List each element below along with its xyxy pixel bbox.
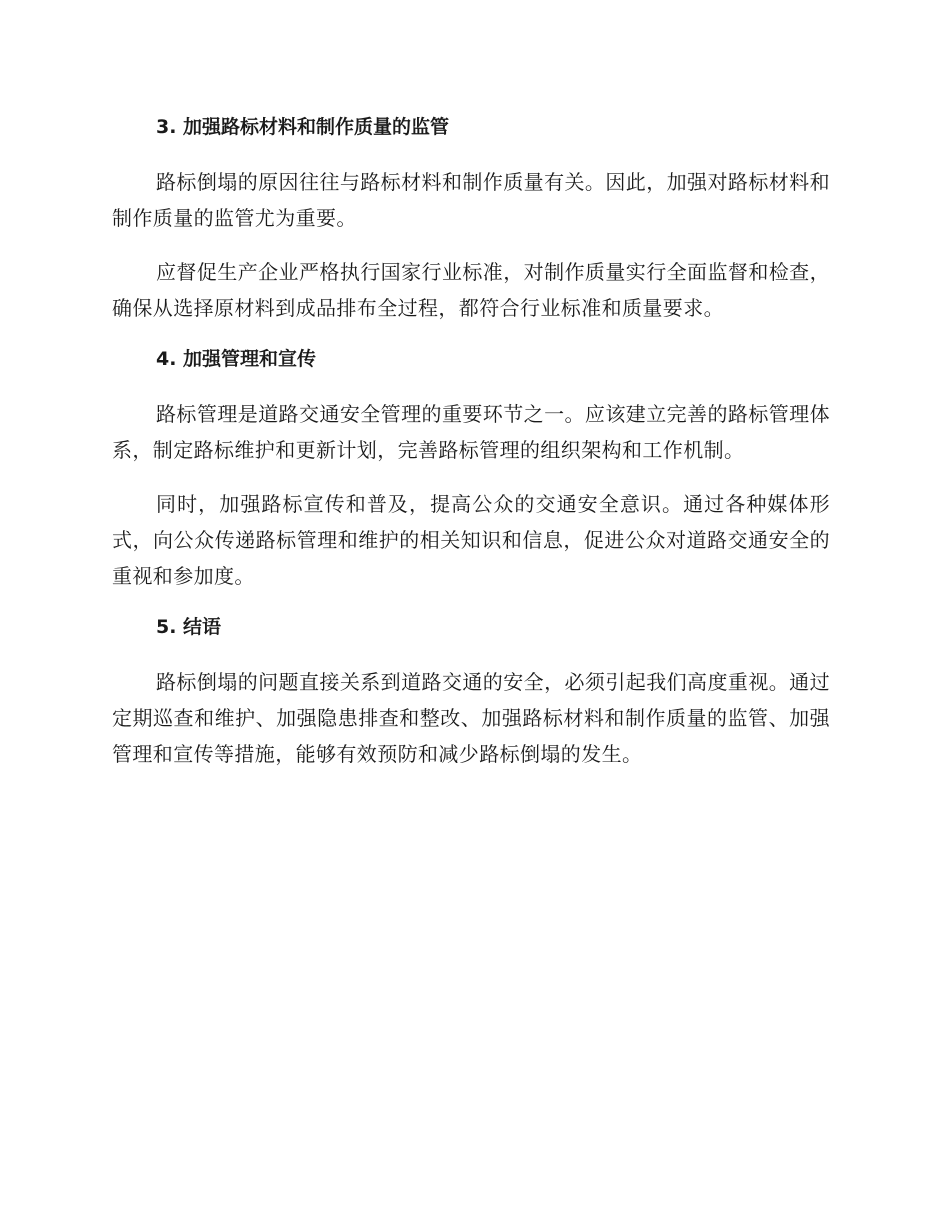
section-3-paragraph-2: 应督促生产企业严格执行国家行业标准，对制作质量实行全面监督和检查，确保从选择原材料到成品排布全过程，都符合行业标准和质量要求。 — [112, 260, 830, 320]
section-heading-3: 3. 加强路标材料和制作质量的监管 — [156, 116, 450, 138]
section-heading-5: 5. 结语 — [156, 616, 222, 638]
section-5-paragraph-1: 路标倒塌的问题直接关系到道路交通的安全，必须引起我们高度重视。通过定期巡查和维护、加强隐患排查和整改、加强路标材料和制作质量的监管、加强管理和宣传等措施，能够有效预防和减少路标倒塌的发生。 — [112, 670, 830, 766]
section-3-paragraph-1: 路标倒塌的原因往往与路标材料和制作质量有关。因此，加强对路标材料和制作质量的监管尤为重要。 — [112, 170, 830, 230]
section-4-paragraph-1: 路标管理是道路交通安全管理的重要环节之一。应该建立完善的路标管理体系，制定路标维护和更新计划，完善路标管理的组织架构和工作机制。 — [112, 402, 830, 462]
section-4-paragraph-2: 同时，加强路标宣传和普及，提高公众的交通安全意识。通过各种媒体形式，向公众传递路标管理和维护的相关知识和信息，促进公众对道路交通安全的重视和参加度。 — [112, 492, 830, 588]
section-heading-4: 4. 加强管理和宣传 — [156, 348, 317, 370]
document-body — [112, 112, 830, 772]
